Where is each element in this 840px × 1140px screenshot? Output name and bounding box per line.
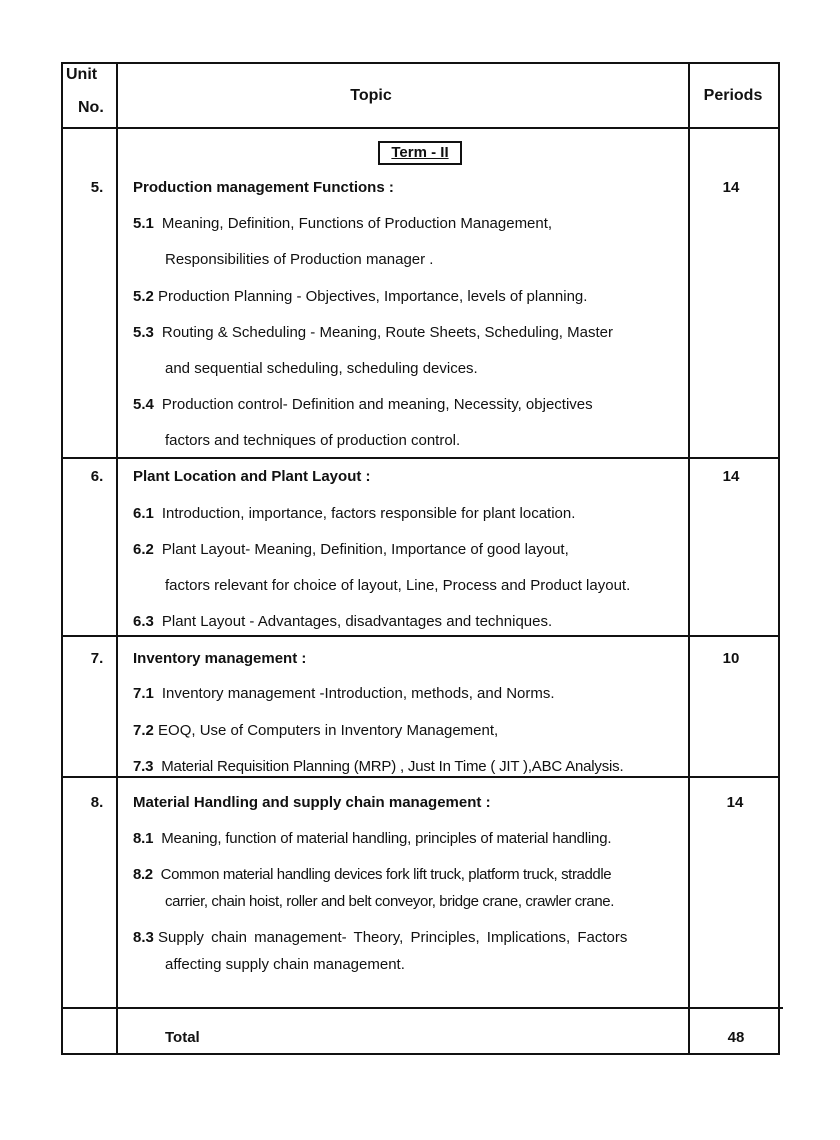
unit-periods: 14 [722,468,740,485]
item-text: Inventory management -Introduction, methods, and Norms. [161,685,555,702]
item-number: 5.3 [133,324,154,341]
row-divider [61,635,780,637]
unit-title: Inventory management : [133,650,307,667]
item-number: 5.1 [133,215,154,232]
topic-item-cont: Responsibilities of Production manager . [165,251,434,268]
row-divider [61,776,780,778]
topic-item [133,830,611,848]
item-number: 8.1 [133,830,154,847]
topic-item-cont: and sequential scheduling, scheduling devices. [165,360,478,377]
unit-periods: 14 [726,794,744,811]
unit-title: Material Handling and supply chain management : [133,794,491,811]
column-divider [688,62,690,1055]
header-no: No. [78,99,104,116]
item-text: Meaning, function of material handling, principles of material handling. [161,830,612,847]
topic-item [133,929,627,947]
total-periods: 48 [727,1029,745,1046]
unit-number: 8. [90,794,104,811]
unit-periods: 10 [722,650,740,667]
unit-title: Plant Location and Plant Layout : [133,468,371,485]
term-text: Term - II [391,144,449,161]
topic-item-cont: carrier, chain hoist, roller and belt conveyor, bridge crane, crawler crane. [165,893,614,910]
item-number: 7.1 [133,685,154,702]
topic-item [133,866,611,884]
item-text: Production control- Definition and meaning, Necessity, objectives [161,396,593,413]
topic-item-cont: factors and techniques of production control. [165,432,461,449]
item-text: Routing & Scheduling - Meaning, Route Sheets, Scheduling, Master [161,324,613,341]
item-text: Material Requisition Planning (MRP) , Just In Time ( JIT ),ABC Analysis. [161,758,624,775]
unit-periods: 14 [722,179,740,196]
item-number: 5.4 [133,396,154,413]
topic-item [133,685,555,703]
table-border-bottom [61,1053,780,1055]
item-text: Common material handling devices fork lift truck, platform truck, straddle [160,866,612,883]
topic-item-cont: factors relevant for choice of layout, Line, Process and Product layout. [165,577,631,594]
topic-item [133,324,613,342]
item-text: Plant Layout - Advantages, disadvantages and techniques. [161,613,553,630]
topic-item [133,396,593,414]
table-border-top [61,62,780,64]
topic-item [133,722,498,740]
item-text: Plant Layout- Meaning, Definition, Importance of good layout, [161,541,569,558]
item-text: Supply chain management- Theory, Principles, Implications, Factors [158,929,628,946]
table-border-left [61,62,63,1055]
unit-number: 7. [90,650,104,667]
item-number: 7.3 [133,758,154,775]
topic-item [133,288,587,306]
topic-item [133,613,552,631]
unit-number: 5. [90,179,104,196]
header-topic: Topic [350,87,392,104]
item-text: Introduction, importance, factors responsible for plant location. [161,505,576,522]
row-divider [61,1007,783,1009]
table-border-right [778,62,780,1055]
topic-item [133,215,552,233]
item-number: 7.2 [133,722,154,739]
header-unit: Unit [66,66,98,83]
item-number: 6.3 [133,613,154,630]
item-text: Meaning, Definition, Functions of Production Management, [161,215,553,232]
term-label [378,141,462,165]
item-number: 5.2 [133,288,154,305]
row-divider [61,457,780,459]
item-number: 8.2 [133,866,153,883]
item-number: 8.3 [133,929,154,946]
topic-item [133,541,569,559]
item-text: Production Planning - Objectives, Importance, levels of planning. [158,288,588,305]
item-number: 6.1 [133,505,154,522]
header-periods: Periods [703,87,763,104]
total-label: Total [165,1029,200,1046]
topic-item [133,505,575,523]
item-text: EOQ, Use of Computers in Inventory Management, [158,722,499,739]
header-divider [61,127,780,129]
topic-item [133,758,623,776]
unit-title: Production management Functions : [133,179,394,196]
column-divider [116,62,118,1055]
item-number: 6.2 [133,541,154,558]
topic-item-cont: affecting supply chain management. [165,956,405,973]
unit-number: 6. [90,468,104,485]
